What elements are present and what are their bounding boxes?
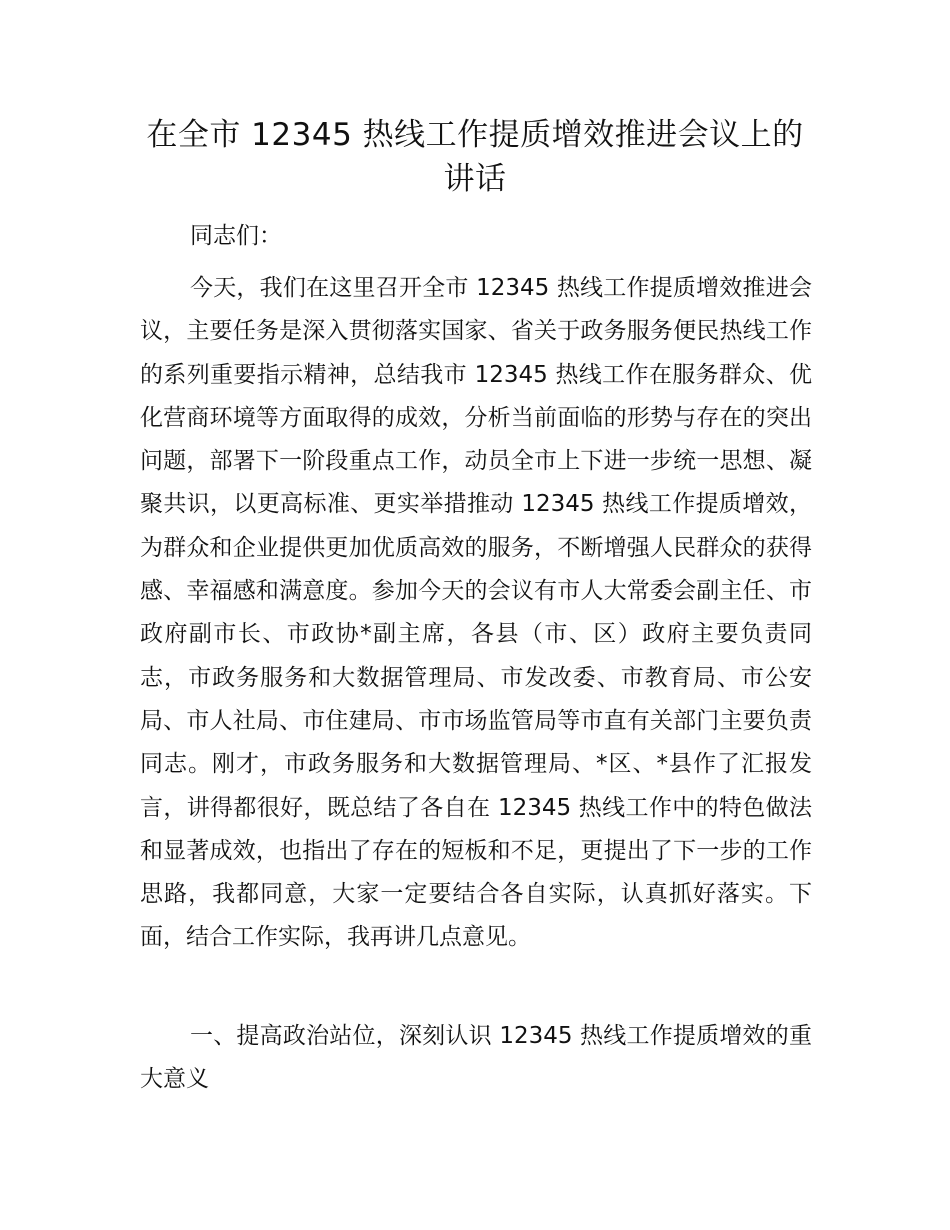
section-heading: 一、提高政治站位，深刻认识 12345 热线工作提质增效的重大意义 — [140, 1023, 812, 1093]
body-paragraph: 今天，我们在这里召开全市 12345 热线工作提质增效推进会议，主要任务是深入贯彻落实国家、省关于政务服务便民热线工作的系列重要指示精神，总结我市 12345 热线工作在服务群众、优化营商环境等方面取得的成效，分析当前面临的形势与存在的突出问题，部署下一阶段重点工作，动员全市上下进一步统一思想、凝聚共识，以更高标准、更实举措推动 12345 热线工作提质增效，为群众和企业提供更加优质高效的服务，不断增强人民群众的获得感、幸福感和满意度。参加今天的会议有市人大常委会副主任、市政府副市长、市政协*副主席，各县（市、区）政府主要负责同志，市政务服务和大数据管理局、市发改委、市教育局、市公安局、市人社局、市住建局、市市场监管局等市直有关部门主要负责同志。刚才，市政务服务和大数据管理局、*区、*县作了汇报发言，讲得都很好，既总结了各自在 12345 热线工作中的特色做法和显著成效，也指出了存在的短板和不足，更提出了下一步的工作思路，我都同意，大家一定要结合各自实际，认真抓好落实。下面，结合工作实际，我再讲几点意见。 — [140, 275, 812, 951]
document-title: 在全市 12345 热线工作提质增效推进会议上的讲话 — [146, 117, 804, 197]
salutation: 同志们： — [190, 223, 282, 249]
